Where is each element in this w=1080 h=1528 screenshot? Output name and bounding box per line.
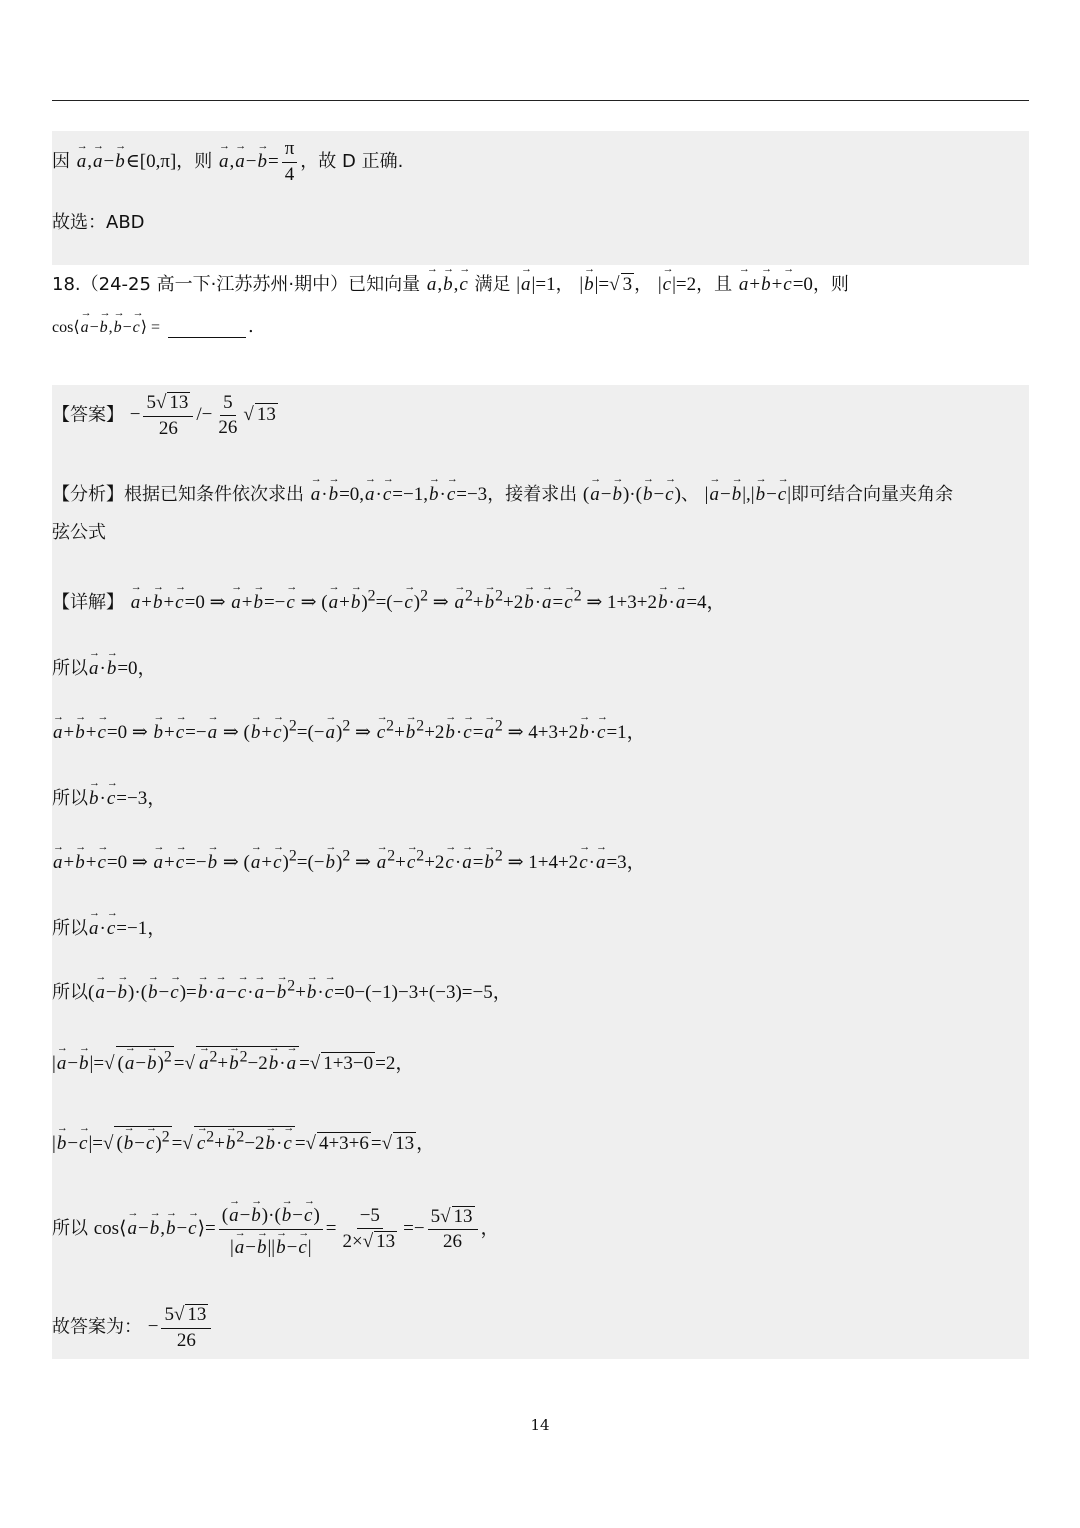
detail-line-8: |→ a−→ b|=√ (→ a−→ b)$^2$ =√ → $a^2+\to b^2-2\to b\cdot\to a$ =√ 1+3−0 =2，: [52, 1046, 414, 1076]
detail-line-10: 所以 cos⟨→ a−→ b,→ b−→ c⟩= $\frac{(\to a-\to b)\cdot(\to b-\to c)}{|\to a-\to b||\to b-\to c|}$ = $\frac{-5}{2\times√ 13}$ =− $\frac{5√ 13}{26}$ ，: [52, 1200, 500, 1259]
analysis-line-2: 弦公式: [52, 522, 106, 543]
prev-line-1: 因 → a,→ a−→ b∈[0,π]，则 → a,→ a−→ b= $\frac{\pi}{4}$ ，故 D 正确.: [52, 139, 403, 186]
detail-line-1: 【详解】 → a+→ b+→ c=0 ⇒ → a+→ b=−→ c ⇒ (→ $a+\to b)^2=(-\to c)^2$ ⇒ → $a^2+\to b^2+2\to b\cdot\to a=\to c^2$ ⇒ 1+3+2→ b·→ a=4，: [52, 586, 726, 615]
detail-line-4: 所以→ b·→ c=−3，: [52, 782, 166, 811]
prev-choice: 故选：ABD: [52, 212, 145, 233]
answer-line: 【答案】 − $\frac{5√ 13}{26}$ /− $\frac{5}{26}$ √ 13: [52, 392, 278, 440]
analysis-line-1: 【分析】根据已知条件依次求出 → a·→ b=0,→ a·→ c=−1,→ b·→ c=−3，接着求出 (→ a−→ b)·(→ b−→ c)、 |→ a−→ b|,|→ b−→ c|即可结合向量夹角余: [52, 478, 953, 507]
detail-line-3: → a+→ b+→ c=0 ⇒ → b+→ c=−→ a ⇒ (→ $b+\to c)^2=(-\to a)^2$ ⇒ → $c^2+\to b^2+2\to b\cdot\to c=\to a^2$ ⇒ 4+3+2→ b·→ c=1，: [52, 716, 646, 745]
detail-line-6: 所以→ a·→ c=−1，: [52, 912, 166, 941]
detail-line-5: → a+→ b+→ c=0 ⇒ → a+→ c=−→ b ⇒ (→ $a+\to c)^2=(-\to b)^2$ ⇒ → $a^2+\to c^2+2\to c\cdot\to a=\to b^2$ ⇒ 1+4+2→ c·→ a=3，: [52, 846, 646, 875]
detail-line-7: 所以(→ $a-\to b)\cdot(\to b-\to c)=\to b\cdot\to a-\to c\cdot\to a-\to b^2+\to b\cdot\to c=0-(-1)-3+(-3)=-5$，: [52, 976, 512, 1005]
detail-line-2: 所以→ a·→ b=0，: [52, 652, 157, 681]
q18-ask: cos⟨→ a−→ b,→ b−→ c⟩ = .: [52, 312, 254, 338]
page-number: 14: [530, 1416, 550, 1434]
q18-stem: 18.（24-25 高一下·江苏苏州·期中）已知向量 → a,→ b,→ c 满足 |→ a|=1， |→ b|=√ 3 ， |→ c|=2，且 → a+→ b+→ c=0，则: [52, 268, 849, 297]
detail-final: 故答案为： − $\frac{5√ 13}{26}$: [52, 1304, 214, 1352]
answer-blank: [168, 337, 246, 338]
header-rule: [52, 100, 1029, 101]
detail-line-9: |→ b−→ c|=√ (→ b−→ c)$^2$ =√ → $c^2+\to b^2-2\to b\cdot\to c$ =√ 4+3+6 =√ 13 ，: [52, 1126, 435, 1156]
